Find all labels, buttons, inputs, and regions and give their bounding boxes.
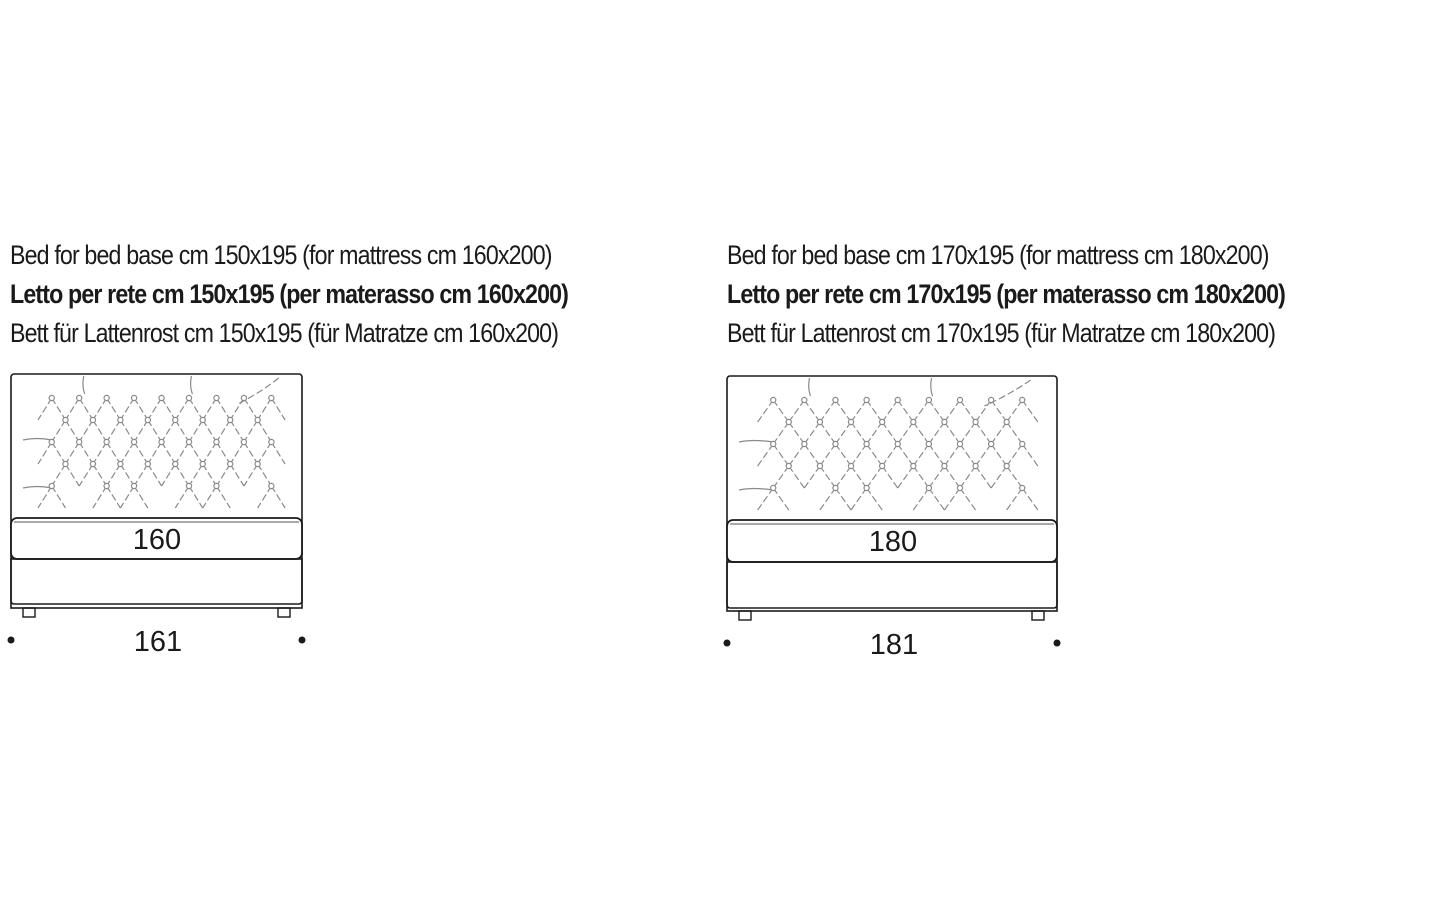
tufting-button: [255, 461, 260, 466]
pleat-line: [134, 398, 148, 420]
tufting-button: [159, 439, 164, 444]
pleat-line: [216, 398, 230, 420]
pleat-line: [835, 400, 851, 422]
pleat-line: [835, 422, 851, 444]
pleat-line: [773, 400, 789, 422]
pleat-line: [1022, 400, 1038, 422]
pleat-line: [913, 400, 929, 422]
pleat-line: [991, 422, 1007, 444]
pleat-line: [230, 442, 244, 464]
tufting-button: [833, 441, 838, 446]
bed-feet: [23, 608, 290, 617]
pleat-line: [189, 442, 203, 464]
pleat-line: [216, 420, 230, 442]
pleat-line: [134, 420, 148, 442]
mattress-width-label: 160: [132, 524, 182, 556]
tufting-button: [957, 441, 962, 446]
pleat-line: [929, 488, 945, 510]
overall-width-label: 181: [869, 629, 919, 661]
tufting-button: [269, 439, 274, 444]
pleat-line: [898, 466, 914, 488]
pleat-line: [913, 444, 929, 466]
pleat-line: [804, 422, 820, 444]
caption-english: Bed for bed base cm 150x195 (for mattress cm 160x200): [10, 240, 552, 270]
pleat-line: [867, 488, 883, 510]
pleat-line: [107, 420, 121, 442]
overall-width-label: 161: [133, 626, 183, 658]
pleat-line: [789, 444, 805, 466]
pleat-line: [134, 442, 148, 464]
pleat-line: [944, 400, 960, 422]
tufting-button: [214, 395, 219, 400]
pleat-line: [820, 488, 836, 510]
pleat-line: [820, 422, 836, 444]
pleat-line: [258, 420, 272, 442]
pleat-line: [882, 400, 898, 422]
pleat-line: [976, 466, 992, 488]
pleat-line: [960, 444, 976, 466]
pleat-line: [203, 398, 217, 420]
tufting-button: [864, 441, 869, 446]
top-pleat-line: [191, 376, 193, 394]
tufting-button: [186, 439, 191, 444]
side-pleat-line: [739, 489, 773, 491]
pleat-line: [960, 488, 976, 510]
tufting-button: [942, 463, 947, 468]
tufting-button: [1004, 419, 1009, 424]
pleat-line: [203, 486, 217, 508]
pleat-line: [929, 466, 945, 488]
pleat-line: [960, 466, 976, 488]
pleat-line: [52, 420, 66, 442]
tufting-button: [895, 441, 900, 446]
tufting-button: [131, 439, 136, 444]
pleat-line: [1022, 488, 1038, 510]
tufting-button: [786, 419, 791, 424]
top-pleat-line: [931, 378, 933, 396]
pleat-line: [789, 466, 805, 488]
tufting-button: [942, 419, 947, 424]
tufting-button: [241, 395, 246, 400]
dimension-endpoint-left: [724, 640, 731, 647]
tufting-button: [989, 397, 994, 402]
bed-base: [727, 562, 1057, 611]
bed-base: [11, 559, 302, 608]
tufting-button: [104, 483, 109, 488]
pleat-line: [929, 400, 945, 422]
pleat-line: [898, 400, 914, 422]
tufting-button: [131, 483, 136, 488]
pleat-line: [1007, 422, 1023, 444]
pleat-line: [851, 444, 867, 466]
pleat-line: [203, 442, 217, 464]
pleat-line: [991, 466, 1007, 488]
pleat-line: [148, 398, 162, 420]
pleat-line: [913, 422, 929, 444]
tufting-button: [771, 441, 776, 446]
pleat-line: [867, 400, 883, 422]
pleat-line: [882, 466, 898, 488]
pleat-line: [835, 488, 851, 510]
tufting-button: [77, 439, 82, 444]
pleat-line: [758, 444, 774, 466]
pleat-line: [851, 422, 867, 444]
pleat-line: [65, 420, 79, 442]
tufting-button: [911, 419, 916, 424]
tufting-button: [104, 395, 109, 400]
pleat-line: [804, 400, 820, 422]
pleat-line: [148, 442, 162, 464]
pleat-line: [271, 486, 285, 508]
dimension-endpoint-right: [299, 637, 306, 644]
pleat-line: [867, 422, 883, 444]
pleat-line: [271, 398, 285, 420]
pleat-line: [835, 444, 851, 466]
tufting-button: [241, 439, 246, 444]
tufting-button: [926, 397, 931, 402]
tufting-button: [200, 461, 205, 466]
tufting-button: [880, 463, 885, 468]
pleat-line: [851, 466, 867, 488]
pleat-line: [244, 464, 258, 486]
tufting-button: [1020, 441, 1025, 446]
pleat-line: [244, 442, 258, 464]
tufting-button: [159, 395, 164, 400]
tufting-button: [1020, 485, 1025, 490]
pleat-line: [867, 444, 883, 466]
pleat-line: [976, 422, 992, 444]
pleat-line: [52, 464, 66, 486]
pleat-line: [882, 422, 898, 444]
pleat-line: [107, 486, 121, 508]
side-pleat-line: [739, 441, 773, 443]
pleat-line: [913, 488, 929, 510]
side-pleat-line: [23, 439, 52, 441]
pleat-line: [216, 486, 230, 508]
tufting-button: [848, 463, 853, 468]
tufting-button: [49, 395, 54, 400]
pleat-line: [120, 464, 134, 486]
pleat-line: [835, 466, 851, 488]
tufting-button: [864, 397, 869, 402]
tufting-button: [864, 485, 869, 490]
caption-german: Bett für Lattenrost cm 170x195 (für Matratze cm 180x200): [727, 318, 1276, 348]
pleat-line: [1007, 488, 1023, 510]
tufting-button: [973, 463, 978, 468]
tufting-button: [173, 461, 178, 466]
pleat-line: [898, 422, 914, 444]
pleat-line: [804, 444, 820, 466]
pleat-line: [820, 444, 836, 466]
pleat-line: [162, 420, 176, 442]
pleat-line: [52, 398, 66, 420]
pleat-line: [1007, 466, 1023, 488]
tufting-button: [269, 395, 274, 400]
caption-italian: Letto per rete cm 170x195 (per materasso cm 180x200): [727, 279, 1286, 309]
pleat-line: [758, 488, 774, 510]
tufting-button: [989, 441, 994, 446]
tufting-pattern: [23, 376, 285, 508]
dimension-endpoint-right: [1054, 640, 1061, 647]
tufting-button: [49, 483, 54, 488]
tufting-button: [771, 485, 776, 490]
tufting-button: [228, 461, 233, 466]
tufting-button: [145, 417, 150, 422]
tufting-button: [802, 441, 807, 446]
pleat-line: [867, 466, 883, 488]
caption-german: Bett für Lattenrost cm 150x195 (für Matratze cm 160x200): [10, 318, 559, 348]
pleat-line: [175, 442, 189, 464]
pleat-line: [976, 400, 992, 422]
pleat-line: [162, 442, 176, 464]
pleat-line: [773, 444, 789, 466]
tufting-button: [63, 417, 68, 422]
tufting-button: [90, 417, 95, 422]
pleat-line: [93, 398, 107, 420]
tufting-button: [911, 463, 916, 468]
pleat-line: [244, 420, 258, 442]
tufting-button: [63, 461, 68, 466]
pleat-line: [804, 466, 820, 488]
pleat-line: [203, 464, 217, 486]
pleat-line: [162, 398, 176, 420]
pleat-line: [120, 420, 134, 442]
pleat-line: [93, 442, 107, 464]
pleat-line: [244, 398, 258, 420]
pleat-line: [882, 444, 898, 466]
pleat-line: [134, 464, 148, 486]
bed-180-caption: [727, 236, 1376, 353]
pleat-line: [230, 420, 244, 442]
tufting-button: [1004, 463, 1009, 468]
bed-160-caption: [10, 236, 659, 353]
pleat-line: [65, 442, 79, 464]
caption-italian: Letto per rete cm 150x195 (per materasso cm 160x200): [10, 279, 569, 309]
overall-width-dimension: [8, 626, 306, 658]
tufting-button: [77, 395, 82, 400]
pleat-line: [175, 464, 189, 486]
pleat-line: [929, 422, 945, 444]
pleat-line: [79, 442, 93, 464]
pleat-line: [93, 420, 107, 442]
bed-160-front-view: [0, 370, 320, 660]
pleat-line: [38, 398, 52, 420]
pleat-line: [175, 420, 189, 442]
pleat-line: [898, 444, 914, 466]
pleat-line: [991, 400, 1007, 422]
pleat-line: [960, 400, 976, 422]
tufting-button: [200, 417, 205, 422]
pleat-line: [107, 398, 121, 420]
tufting-button: [786, 463, 791, 468]
tufting-button: [49, 439, 54, 444]
pleat-line: [65, 464, 79, 486]
pleat-line: [944, 466, 960, 488]
pleat-line: [107, 464, 121, 486]
tufting-button: [118, 461, 123, 466]
pleat-line: [216, 464, 230, 486]
pleat-line: [976, 444, 992, 466]
bed-feet: [739, 611, 1044, 620]
pleat-line: [52, 486, 66, 508]
mattress-width-label: 180: [868, 526, 918, 558]
pleat-line: [93, 486, 107, 508]
pleat-line: [851, 488, 867, 510]
caption-english: Bed for bed base cm 170x195 (for mattress cm 180x200): [727, 240, 1269, 270]
pleat-line: [944, 422, 960, 444]
tufting-button: [214, 439, 219, 444]
tufting-button: [926, 441, 931, 446]
pleat-line: [913, 466, 929, 488]
pleat-line: [758, 400, 774, 422]
pleat-line: [189, 464, 203, 486]
tufting-button: [817, 419, 822, 424]
tufting-button: [186, 483, 191, 488]
pleat-line: [773, 488, 789, 510]
pleat-line: [258, 398, 272, 420]
pleat-line: [258, 442, 272, 464]
tufting-button: [833, 397, 838, 402]
tufting-button: [957, 397, 962, 402]
tufting-button: [186, 395, 191, 400]
tufting-button: [90, 461, 95, 466]
pleat-line: [79, 398, 93, 420]
tufting-button: [173, 417, 178, 422]
pleat-line: [258, 464, 272, 486]
dimension-endpoint-left: [8, 637, 15, 644]
tufting-button: [895, 397, 900, 402]
top-pleat-line: [83, 376, 85, 394]
tufting-button: [1020, 397, 1025, 402]
tufting-button: [973, 419, 978, 424]
pleat-line: [851, 400, 867, 422]
tufting-button: [131, 395, 136, 400]
pleat-line: [189, 420, 203, 442]
pleat-line: [120, 398, 134, 420]
pleat-line: [79, 420, 93, 442]
tufting-button: [104, 439, 109, 444]
pleat-line: [175, 398, 189, 420]
pleat-line: [134, 486, 148, 508]
overall-width-dimension: [724, 629, 1061, 661]
pleat-line: [258, 486, 272, 508]
tufting-button: [228, 417, 233, 422]
tufting-button: [118, 417, 123, 422]
pleat-line: [944, 488, 960, 510]
tufting-button: [214, 483, 219, 488]
tufting-button: [880, 419, 885, 424]
headboard: [11, 374, 302, 604]
tufting-button: [817, 463, 822, 468]
tufting-button: [269, 483, 274, 488]
pleat-line: [203, 420, 217, 442]
pleat-line: [189, 398, 203, 420]
pleat-line: [120, 486, 134, 508]
pleat-line: [230, 464, 244, 486]
top-pleat-line: [809, 378, 811, 396]
side-pleat-line: [23, 487, 52, 489]
pleat-line: [820, 400, 836, 422]
pleat-line: [107, 442, 121, 464]
pleat-line: [929, 444, 945, 466]
pleat-line: [1022, 444, 1038, 466]
pleat-line: [52, 442, 66, 464]
pleat-line: [148, 464, 162, 486]
pleat-line: [93, 464, 107, 486]
bed-180-front-view: [716, 372, 1076, 662]
pleat-line: [960, 422, 976, 444]
tufting-pattern: [739, 378, 1038, 510]
pleat-line: [38, 442, 52, 464]
pleat-line: [79, 464, 93, 486]
pleat-line: [162, 464, 176, 486]
pleat-line: [148, 420, 162, 442]
pleat-line: [991, 444, 1007, 466]
pleat-line: [1007, 400, 1023, 422]
pleat-line: [271, 442, 285, 464]
pleat-line: [944, 444, 960, 466]
pleat-line: [189, 486, 203, 508]
pleat-line: [65, 398, 79, 420]
pleat-line: [216, 442, 230, 464]
tufting-button: [957, 485, 962, 490]
tufting-button: [926, 485, 931, 490]
pleat-line: [820, 466, 836, 488]
pleat-line: [175, 486, 189, 508]
pleat-line: [120, 442, 134, 464]
pleat-line: [1007, 444, 1023, 466]
tufting-button: [833, 485, 838, 490]
pleat-line: [789, 422, 805, 444]
tufting-button: [848, 419, 853, 424]
tufting-button: [771, 397, 776, 402]
tufting-button: [255, 417, 260, 422]
pleat-line: [789, 400, 805, 422]
pleat-line: [773, 422, 789, 444]
pleat-line: [773, 466, 789, 488]
tufting-button: [802, 397, 807, 402]
pleat-line: [38, 486, 52, 508]
tufting-button: [145, 461, 150, 466]
